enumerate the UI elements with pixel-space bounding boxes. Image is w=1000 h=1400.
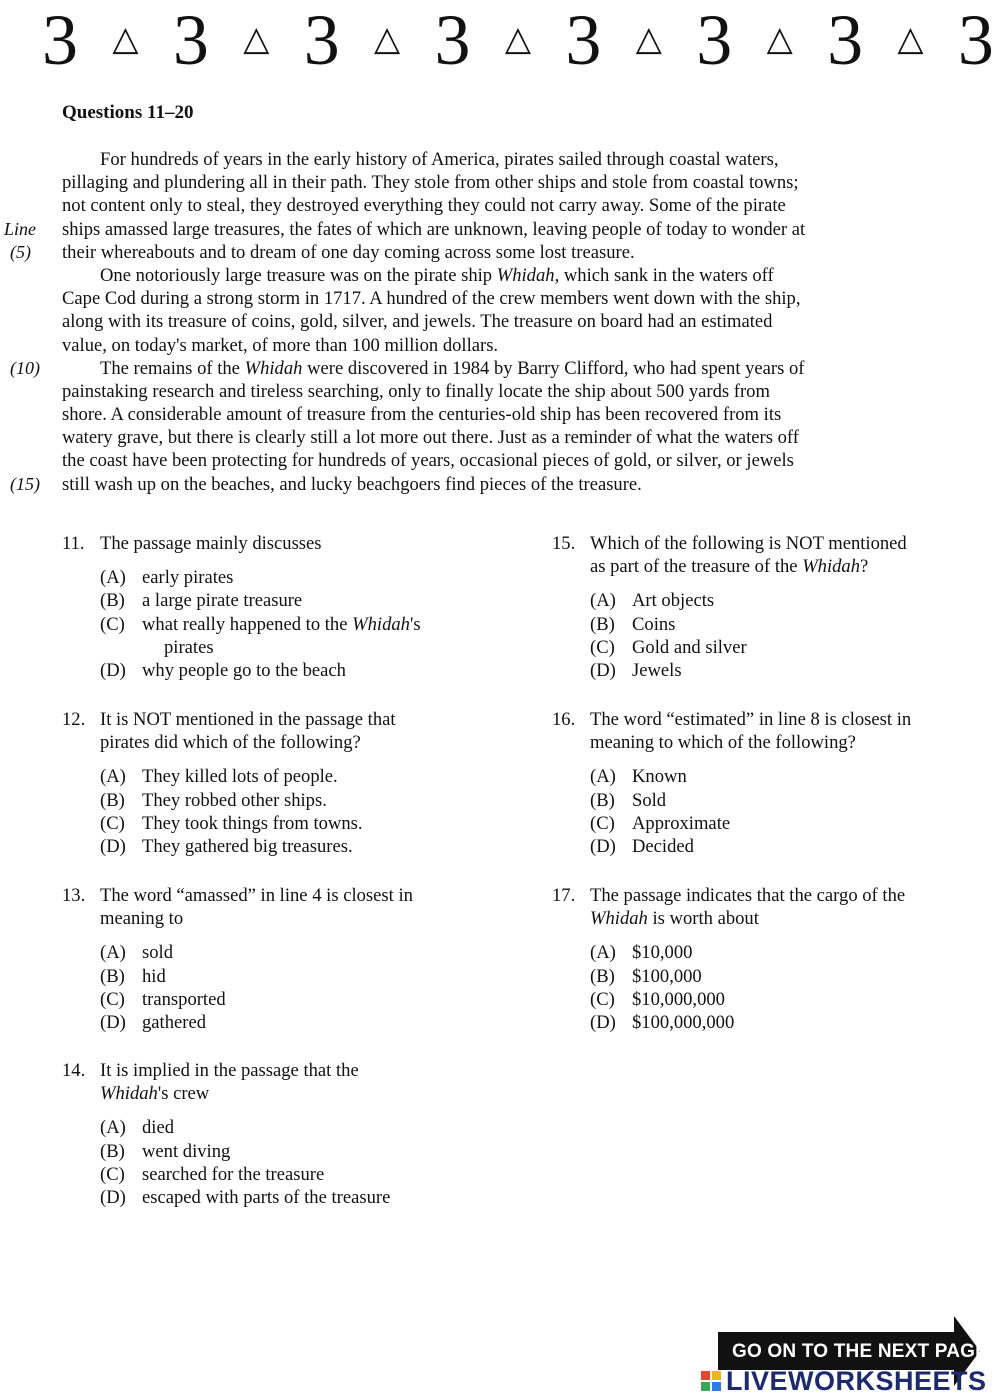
answer-option[interactable]: (D) why people go to the beach bbox=[100, 660, 346, 682]
question-stem: Which of the following is NOT mentioned as part of the treasure of the Whidah? bbox=[590, 533, 907, 578]
answer-option-continuation: pirates bbox=[164, 636, 214, 658]
question-13 bbox=[62, 884, 413, 1034]
passage-line: not content only to steal, they destroyed everything they could not carry away. Some of the pirate bbox=[62, 195, 786, 217]
passage-line: For hundreds of years in the early history of America, pirates sailed through coastal waters, bbox=[100, 149, 779, 170]
question-number: 16. bbox=[552, 709, 576, 730]
triangle-icon: △ bbox=[635, 21, 662, 58]
line-marker-5: (5) bbox=[10, 241, 31, 262]
question-number: 14. bbox=[62, 1060, 86, 1081]
logo-tile bbox=[700, 1381, 711, 1392]
passage-line: value, on today's market, of more than 100 million dollars. bbox=[62, 334, 499, 356]
section-number: 3 bbox=[957, 0, 994, 80]
line-marker-10: (10) bbox=[10, 357, 40, 378]
answer-option[interactable]: (C) They took things from towns. bbox=[100, 812, 363, 834]
section-number: 3 bbox=[696, 0, 733, 80]
passage-line: Cape Cod during a strong storm in 1717. A hundred of the crew members went down with the ship, bbox=[62, 288, 801, 310]
answer-option[interactable]: (C) what really happened to the Whidah's bbox=[100, 613, 421, 635]
question-16 bbox=[552, 708, 911, 858]
answer-option[interactable]: (D) escaped with parts of the treasure bbox=[100, 1187, 391, 1209]
line-label: Line bbox=[4, 218, 37, 239]
answer-option[interactable]: (B) Coins bbox=[590, 613, 676, 635]
answer-option[interactable]: (A) Art objects bbox=[590, 590, 715, 612]
question-stem: The passage indicates that the cargo of the Whidah is worth about bbox=[590, 885, 906, 930]
answer-option[interactable]: (A) Known bbox=[590, 766, 687, 788]
answer-option[interactable]: (B) $100,000 bbox=[590, 965, 702, 987]
question-11 bbox=[62, 532, 421, 682]
question-number: 15. bbox=[552, 533, 576, 554]
passage-line: Line ships amassed large treasures, the fates of which are unknown, leaving people of today to wonder at bbox=[4, 218, 806, 240]
passage-line: (10) The remains of the Whidah were discovered in 1984 by Barry Clifford, who had spent years of bbox=[10, 357, 805, 379]
passage-line: (5) their whereabouts and to dream of one day coming across some lost treasure. bbox=[10, 241, 635, 263]
answer-option[interactable]: (D) They gathered big treasures. bbox=[100, 836, 353, 858]
answer-option[interactable]: (C) Gold and silver bbox=[590, 636, 747, 658]
question-stem: The word “estimated” in line 8 is closest in meaning to which of the following? bbox=[590, 709, 912, 754]
answer-option[interactable]: (D) Jewels bbox=[590, 660, 682, 682]
section-number: 3 bbox=[42, 0, 78, 80]
answer-option[interactable]: (B) Sold bbox=[590, 789, 667, 811]
section-number: 3 bbox=[565, 0, 602, 80]
question-number: 13. bbox=[62, 885, 86, 906]
answer-option[interactable]: (A) early pirates bbox=[100, 567, 234, 589]
section-number: 3 bbox=[303, 0, 340, 80]
line-marker-15: (15) bbox=[10, 473, 40, 494]
passage-line: One notoriously large treasure was on the pirate ship Whidah, which sank in the waters off bbox=[100, 264, 774, 286]
logo-tile bbox=[711, 1381, 722, 1392]
next-page-label: GO ON TO THE NEXT PAGE bbox=[732, 1341, 989, 1362]
answer-option[interactable]: (D) gathered bbox=[100, 1012, 207, 1034]
triangle-icon: △ bbox=[766, 21, 793, 58]
answer-option[interactable]: (C) searched for the treasure bbox=[100, 1163, 325, 1185]
answer-option[interactable]: (D) Decided bbox=[590, 836, 694, 858]
question-number: 11. bbox=[62, 533, 85, 554]
passage-line: (15) still wash up on the beaches, and lucky beachgoers find pieces of the treasure. bbox=[10, 473, 642, 495]
answer-option[interactable]: (A) $10,000 bbox=[590, 942, 693, 964]
answer-option[interactable]: (C) $10,000,000 bbox=[590, 988, 725, 1010]
question-12 bbox=[62, 708, 396, 858]
question-stem: The passage mainly discusses bbox=[100, 533, 322, 554]
passage-line: along with its treasure of coins, gold, silver, and jewels. The treasure on board had an estimated bbox=[62, 311, 773, 333]
logo-tile bbox=[700, 1370, 711, 1381]
triangle-icon: △ bbox=[504, 21, 532, 58]
logo-tile bbox=[711, 1370, 722, 1381]
answer-option[interactable]: (D) $100,000,000 bbox=[590, 1012, 735, 1034]
question-17 bbox=[552, 884, 905, 1034]
reading-passage bbox=[4, 148, 962, 496]
answer-option[interactable]: (B) a large pirate treasure bbox=[100, 590, 303, 612]
liveworksheets-logo-icon bbox=[700, 1370, 722, 1392]
section-number: 3 bbox=[827, 0, 864, 80]
question-number: 17. bbox=[552, 885, 576, 906]
passage-line: painstaking research and tireless searching, only to finally locate the ship about 500 yards from bbox=[62, 380, 770, 402]
section-number: 3 bbox=[434, 0, 471, 80]
answer-option[interactable]: (A) died bbox=[100, 1117, 175, 1139]
section-number: 3 bbox=[172, 0, 209, 80]
question-15 bbox=[552, 532, 907, 682]
section-title: Questions 11–20 bbox=[62, 102, 194, 123]
question-stem: It is implied in the passage that the Whidah's crew bbox=[100, 1060, 359, 1105]
passage-line: shore. A considerable amount of treasure from the centuries-old ship has been recovered from its bbox=[62, 404, 782, 426]
triangle-icon: △ bbox=[897, 21, 924, 58]
question-number: 12. bbox=[62, 709, 86, 730]
triangle-icon: △ bbox=[374, 21, 401, 58]
answer-option[interactable]: (A) They killed lots of people. bbox=[100, 766, 338, 788]
question-stem: It is NOT mentioned in the passage that pirates did which of the following? bbox=[100, 709, 396, 754]
answer-option[interactable]: (C) transported bbox=[100, 988, 226, 1010]
triangle-icon: △ bbox=[112, 21, 139, 58]
passage-line: pillaging and plundering all in their path. They stole from other ships and stole from coastal towns; bbox=[62, 172, 799, 194]
answer-option[interactable]: (A) sold bbox=[100, 942, 173, 964]
question-14 bbox=[62, 1059, 390, 1209]
passage-line: watery grave, but there is clearly still a lot more out there. Just as a reminder of what the waters off bbox=[62, 427, 799, 449]
section-header-strip bbox=[0, 0, 1000, 80]
answer-option[interactable]: (B) They robbed other ships. bbox=[100, 789, 327, 811]
answer-option[interactable]: (C) Approximate bbox=[590, 812, 731, 834]
passage-line: the coast have been protecting for hundreds of years, occasional pieces of gold, or silver, or jewels bbox=[62, 450, 794, 472]
watermark-text: LIVEWORKSHEETS bbox=[726, 1365, 987, 1396]
answer-option[interactable]: (B) hid bbox=[100, 965, 166, 987]
triangle-icon: △ bbox=[243, 21, 270, 58]
answer-option[interactable]: (B) went diving bbox=[100, 1140, 231, 1162]
liveworksheets-watermark bbox=[700, 1364, 987, 1398]
question-stem: The word “amassed” in line 4 is closest in meaning to bbox=[100, 885, 413, 930]
